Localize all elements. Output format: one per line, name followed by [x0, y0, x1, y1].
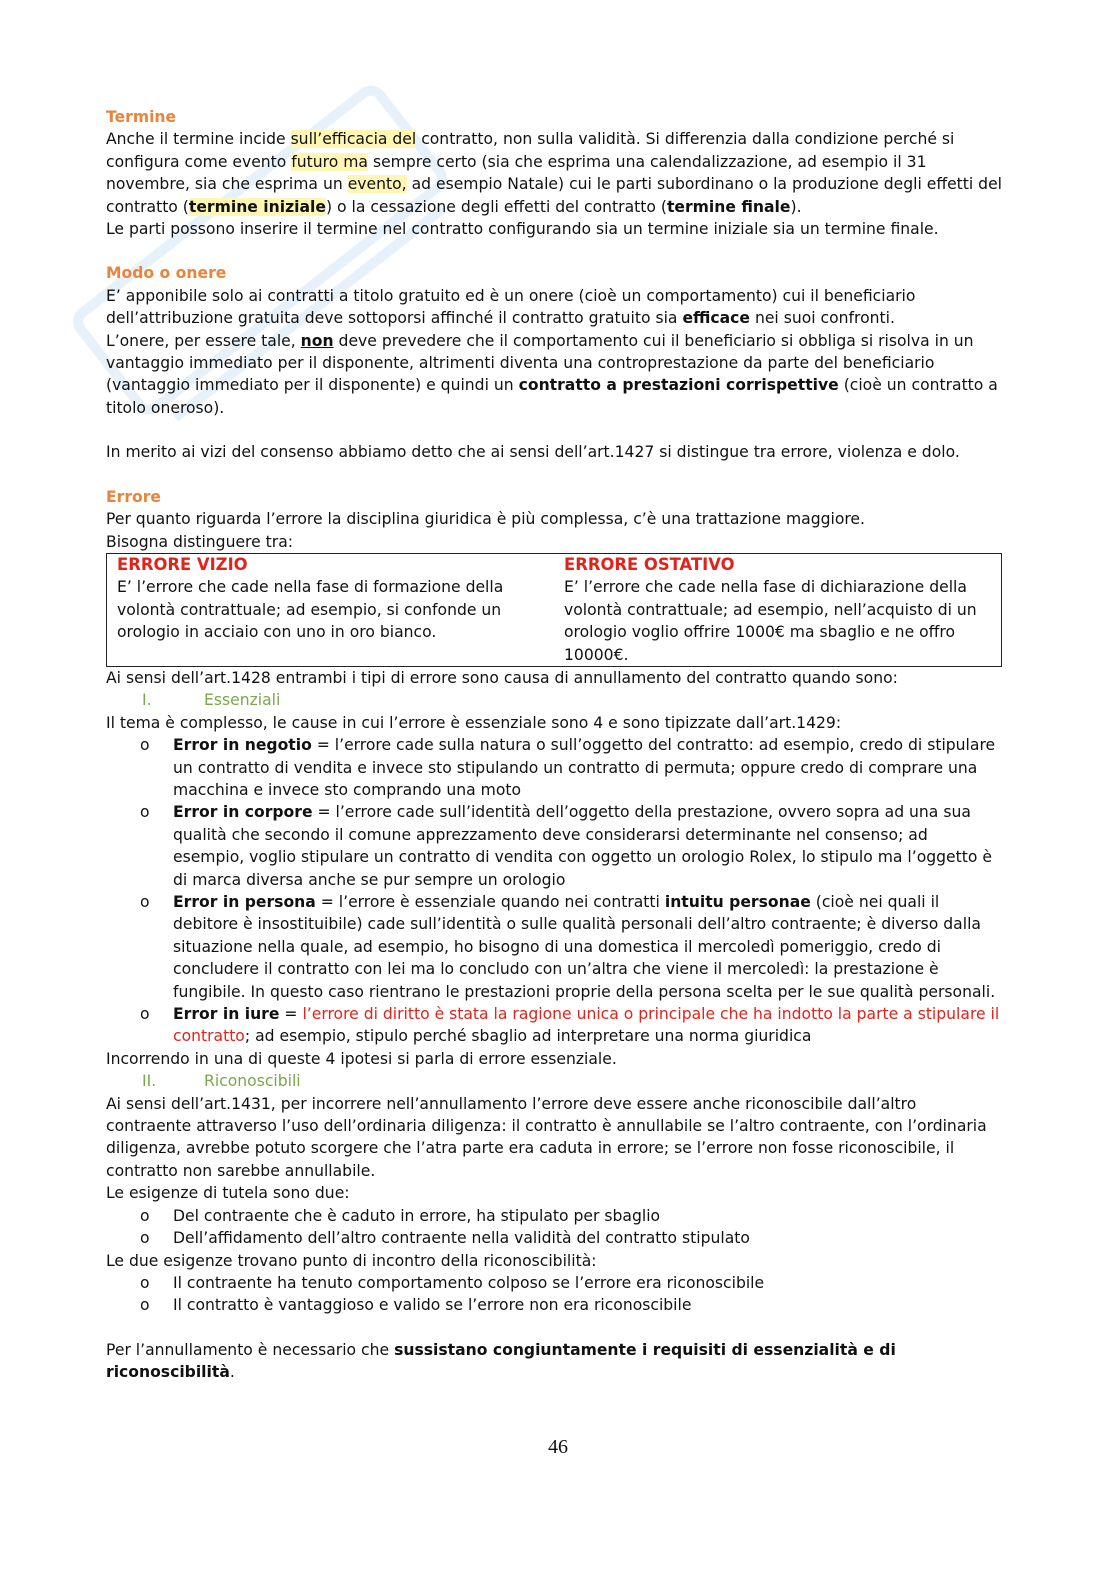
- page-number: 46: [548, 1436, 568, 1458]
- errore-ostativo-cell: [554, 553, 1002, 666]
- roman-number: II.: [142, 1072, 157, 1091]
- list-item: o Error in iure = l’errore di diritto è stata la ragione unica o principale che ha indotto la parte a stipulare il contratto; ad esempio, stipulo perché sbaglio ad interpretare una norma giuridica: [106, 1003, 1002, 1048]
- roman-label: Essenziali: [204, 691, 281, 710]
- errore-paragraph-7: Le esigenze di tutela sono due:: [106, 1184, 350, 1203]
- vizi-consenso-paragraph: In merito ai vizi del consenso abbiamo detto che ai sensi dell’art.1427 si distingue tra errore, violenza e dolo.: [106, 443, 960, 462]
- errore-vizio-title: ERRORE VIZIO: [117, 554, 248, 574]
- heading-modo-onere: Modo o onere: [106, 264, 227, 283]
- modo-paragraph-1: E’ apponibile solo ai contratti a titolo gratuito ed è un onere (cioè un comportamento) cui il beneficiario dell’attribuzione gratuita deve sottoporsi affinché il contratto gratuito sia efficace nei suoi confronti.: [106, 286, 916, 328]
- heading-errore: Errore: [106, 487, 162, 506]
- heading-termine: Termine: [106, 108, 177, 126]
- roman-item-riconoscibili: [106, 1070, 1002, 1092]
- list-item: o Il contraente ha tenuto comportamento colposo se l’errore era riconoscibile: [106, 1272, 1002, 1294]
- errore-ostativo-title: ERRORE OSTATIVO: [564, 554, 735, 574]
- errore-paragraph-4: Il tema è complesso, le cause in cui l’errore è essenziale sono 4 e sono tipizzate dall’art.1429:: [106, 713, 842, 732]
- list-item: o Il contratto è vantaggioso e valido se l’errore non era riconoscibile: [106, 1294, 1002, 1316]
- modo-paragraph-2: L’onere, per essere tale, non deve prevedere che il comportamento cui il beneficiario si obbliga si risolva in un vantaggio immediato per il disponente, altrimenti diventa una controprestazione da parte del beneficiario (vantaggio immediato per il disponente) e quindi un contratto a prestazioni corrispettive (cioè un contratto a titolo oneroso).: [106, 331, 998, 417]
- errore-paragraph-3: Ai sensi dell’art.1428 entrambi i tipi di errore sono causa di annullamento del contratto quando sono:: [106, 668, 898, 687]
- errore-paragraph-9: Per l’annullamento è necessario che sussistano congiuntamente i requisiti di essenzialità e di riconoscibilità.: [106, 1340, 896, 1382]
- document-page: [106, 106, 1002, 1384]
- list-item: o Del contraente che è caduto in errore, ha stipulato per sbaglio: [106, 1205, 1002, 1227]
- essenziali-list: [106, 734, 1002, 1048]
- errore-paragraph-6: Ai sensi dell’art.1431, per incorrere nell’annullamento l’errore deve essere anche riconoscibile dall’altro contraente attraverso l’uso dell’ordinaria diligenza: il contratto è annullabile se l’altro contraente, con l’ordinaria diligenza, avrebbe potuto scorgere che l’atra parte era caduta in errore; se l’errore non fosse riconoscibile, il contratto non sarebbe annullabile.: [106, 1094, 987, 1180]
- list-item: o Error in corpore = l’errore cade sull’identità dell’oggetto della prestazione, ovvero sopra ad una sua qualità che secondo il comune apprezzamento deve considerarsi determinante nel consenso; ad esempio, voglio stipulare un contratto di vendita con oggetto un orologio Rolex, lo stipulo ma l’oggetto è di marca diversa anche se pur sempre un orologio: [106, 801, 1002, 891]
- termine-paragraph-2: Le parti possono inserire il termine nel contratto configurando sia un termine iniziale sia un termine finale.: [106, 220, 939, 239]
- roman-label: Riconoscibili: [204, 1072, 301, 1091]
- list-item: o Error in negotio = l’errore cade sulla natura o sull’oggetto del contratto: ad esempio, credo di stipulare un contratto di vendita e invece sto stipulando un contratto di permuta; oppure credo di comprare una macchina e invece sto comprando una moto: [106, 734, 1002, 801]
- roman-number: I.: [142, 691, 152, 710]
- errore-paragraph-2: Bisogna distinguere tra:: [106, 532, 294, 551]
- errore-ostativo-text: E’ l’errore che cade nella fase di dichiarazione della volontà contrattuale; ad esempio, nell’acquisto di un orologio voglio offrire 1000€ ma sbaglio e ne offro 10000€.: [564, 578, 977, 664]
- errore-paragraph-8: Le due esigenze trovano punto di incontro della riconoscibilità:: [106, 1251, 597, 1270]
- errore-paragraph-1: Per quanto riguarda l’errore la disciplina giuridica è più complessa, c’è una trattazione maggiore.: [106, 510, 865, 529]
- list-item: o Dell’affidamento dell’altro contraente nella validità del contratto stipulato: [106, 1227, 1002, 1249]
- tutela-list: [106, 1205, 1002, 1250]
- termine-paragraph-1: Anche il termine incide sull’efficacia del contratto, non sulla validità. Si differenzia dalla condizione perché si configura come evento futuro ma sempre certo (sia che esprima una calendalizzazione, ad esempio il 31 novembre, sia che esprima un evento, ad esempio Natale) cui le parti subordinano o la produzione degli effetti del contratto (termine iniziale) o la cessazione degli effetti del contratto (termine finale).: [106, 130, 1003, 216]
- errore-vizio-text: E’ l’errore che cade nella fase di formazione della volontà contrattuale; ad esempio, si confonde un orologio in acciaio con uno in oro bianco.: [117, 578, 504, 642]
- list-item: o Error in persona = l’errore è essenziale quando nei contratti intuitu personae (cioè nei quali il debitore è insostituibile) cade sull’identità o sulle qualità personali dell’altro contraente; è diverso dalla situazione nella quale, ad esempio, ho bisogno di una domestica il mercoledì pomeriggio, credo di concludere il contratto con lei ma lo concludo con un’altra che viene il mercoledì: la prestazione è fungibile. In questo caso rientrano le prestazioni proprie della persona scelta per le sue qualità personali.: [106, 891, 1002, 1003]
- errore-paragraph-5: Incorrendo in una di queste 4 ipotesi si parla di errore essenziale.: [106, 1049, 617, 1068]
- roman-item-essenziali: [106, 689, 1002, 711]
- errore-vizio-cell: [107, 553, 555, 666]
- errore-comparison-table: [106, 553, 1002, 667]
- incontro-list: [106, 1272, 1002, 1317]
